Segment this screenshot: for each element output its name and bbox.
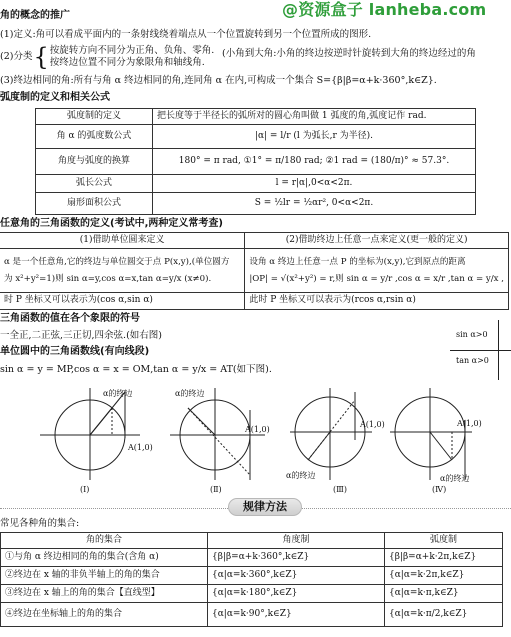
figure-3-point-a: A(1,0) xyxy=(360,420,385,429)
trig-def-text: 为 x²+y²=1)则 sin α=y,cos α=x,tan α=y/x (x≠0). xyxy=(4,273,212,284)
banner-rule-right xyxy=(300,508,511,509)
figure-1-point-a: A(1,0) xyxy=(128,443,153,452)
section-title-trig-def: 任意角的三角函数的定义(考试中,两种定义常考查) xyxy=(0,218,223,229)
radian-row-label: 角度与弧度的换算 xyxy=(36,149,153,175)
figure-1 xyxy=(40,388,153,494)
figure-4-terminal-label: α的终边 xyxy=(440,474,470,483)
signs-mnemonic: 一全正,二正弦,三正切,四余弦.(如右图) xyxy=(0,330,162,341)
brace-icon: { xyxy=(33,42,49,71)
figure-1-terminal-label: α的终边 xyxy=(103,389,133,398)
radian-row-label: 弧长公式 xyxy=(36,175,153,193)
trig-def-cell-1 xyxy=(0,249,245,293)
banner-rules-method: 规律方法 xyxy=(228,498,302,516)
radian-table xyxy=(35,108,476,215)
radian-row-content: l = r|α|,0<α<2π. xyxy=(153,175,476,193)
trig-def-text: 设角 α 终边上任意一点 P 的坐标为(x,y),它到原点的距离 xyxy=(249,257,466,268)
trig-def-head-1: (1)借助单位圆来定义 xyxy=(0,233,245,249)
table-cell: ③终边在 x 轴上的角的集合【直线型】 xyxy=(1,585,208,603)
table-cell: {α|α=k·π,k∈Z} xyxy=(385,585,503,603)
figure-3-caption: (Ⅲ) xyxy=(333,485,347,494)
trig-def-head-2: (2)借助终边上任意一点来定义(更一般的定义) xyxy=(245,233,509,249)
radian-row-label: 角 α 的弧度数公式 xyxy=(36,125,153,149)
classification-a: 按旋转方向不同分为正角、负角、零角. xyxy=(49,45,215,56)
trig-lines-formula: sin α = y = MP,cos α = x = OM,tan α = y/x = AT(如下图). xyxy=(0,364,272,375)
figure-4-caption: (Ⅳ) xyxy=(432,485,447,494)
trig-def-cell-3: 时 P 坐标又可以表示为(cos α,sin α) xyxy=(0,293,245,309)
sign-tan: tan α>0 xyxy=(456,356,489,365)
classification-prefix: (2)分类 xyxy=(0,50,33,62)
figure-4 xyxy=(390,388,482,494)
table-cell: {α|α=k·2π,k∈Z} xyxy=(385,567,503,585)
table-cell: {β|β=α+k·360°,k∈Z} xyxy=(208,549,385,567)
radian-row-content: |α| = l/r (l 为弧长,r 为半径). xyxy=(153,125,476,149)
angle-sets-head: 角度制 xyxy=(208,533,385,549)
figure-3 xyxy=(286,388,385,494)
figure-2 xyxy=(170,388,270,494)
section-title-angle-generalization: 角的概念的推广 xyxy=(0,10,70,21)
quadrant-sign-diagram xyxy=(450,320,511,380)
radian-row-label: 弧度制的定义 xyxy=(36,109,153,125)
figure-2-caption: (Ⅱ) xyxy=(210,485,222,494)
trig-def-text: α 是一个任意角,它的终边与单位圆交于点 P(x,y),(单位圆方 xyxy=(4,257,230,268)
radian-row-label: 扇形面积公式 xyxy=(36,193,153,215)
classification-block xyxy=(0,42,215,71)
radian-row-content: S = ½lr = ½αr², 0<α<2π. xyxy=(153,193,476,215)
definition-line: (1)定义:角可以看成平面内的一条射线绕着端点从一个位置旋转到另一个位置所成的图形. xyxy=(0,29,372,40)
table-cell: {β|β=α+k·2π,k∈Z} xyxy=(385,549,503,567)
figure-2-terminal-label: α的终边 xyxy=(175,389,205,398)
section-title-angle-sets: 常见各种角的集合: xyxy=(0,518,80,529)
trig-def-text: |OP| = √(x²+y²) = r,则 sin α = y/r ,cos α = x/r ,tan α = y/x , xyxy=(249,273,504,284)
figure-2-point-a: A(1,0) xyxy=(245,425,270,434)
table-cell: {α|α=k·90°,k∈Z} xyxy=(208,603,385,627)
table-cell: ①与角 α 终边相同的角的集合(含角 α) xyxy=(1,549,208,567)
table-cell: ④终边在坐标轴上的角的集合 xyxy=(1,603,208,627)
section-title-radian: 弧度制的定义和相关公式 xyxy=(0,92,110,103)
trig-def-cell-2 xyxy=(245,249,509,293)
radian-row-content: 把长度等于半径长的弧所对的圆心角叫做 1 弧度的角,弧度记作 rad. xyxy=(153,109,476,125)
unit-circle-figures xyxy=(10,380,510,495)
quadrant-horizontal-axis xyxy=(450,350,511,351)
angle-sets-head: 角的集合 xyxy=(1,533,208,549)
table-cell: {α|α=k·180°,k∈Z} xyxy=(208,585,385,603)
table-cell: {α|α=k·360°,k∈Z} xyxy=(208,567,385,585)
figure-4-point-a: A(1,0) xyxy=(457,419,482,428)
classification-note: (小角到大角:小角的终边按逆时针旋转到大角的终边经过的角 xyxy=(222,48,476,59)
subsection-title-trig-lines: 单位圆中的三角函数线(有向线段) xyxy=(0,346,150,357)
watermark: @资源盒子 lanheba.com xyxy=(282,0,487,19)
figure-1-caption: (Ⅰ) xyxy=(80,485,90,494)
radian-row-content: 180° = π rad, ①1° = π/180 rad; ②1 rad = (180/π)° ≈ 57.3°. xyxy=(153,149,476,175)
figure-3-terminal-label: α的终边 xyxy=(286,471,316,480)
classification-b: 按终边位置不同分为象限角和轴线角. xyxy=(49,56,205,68)
angle-sets-table xyxy=(0,532,503,627)
trig-def-table xyxy=(0,232,509,310)
angle-sets-head: 弧度制 xyxy=(385,533,503,549)
table-cell: ②终边在 x 轴的非负半轴上的角的集合 xyxy=(1,567,208,585)
trig-def-cell-4: 此时 P 坐标又可以表示为(rcos α,rsin α) xyxy=(245,293,509,309)
section-title-signs: 三角函数的值在各个象限的符号 xyxy=(0,313,140,324)
sign-sin: sin α>0 xyxy=(456,330,488,339)
banner-rule-left xyxy=(0,508,230,509)
table-cell: {α|α=k·π/2,k∈Z} xyxy=(385,603,503,627)
coterminal-line: (3)终边相同的角:所有与角 α 终边相同的角,连同角 α 在内,可构成一个集合 S={β|β=α+k·360°,k∈Z}. xyxy=(0,75,437,86)
